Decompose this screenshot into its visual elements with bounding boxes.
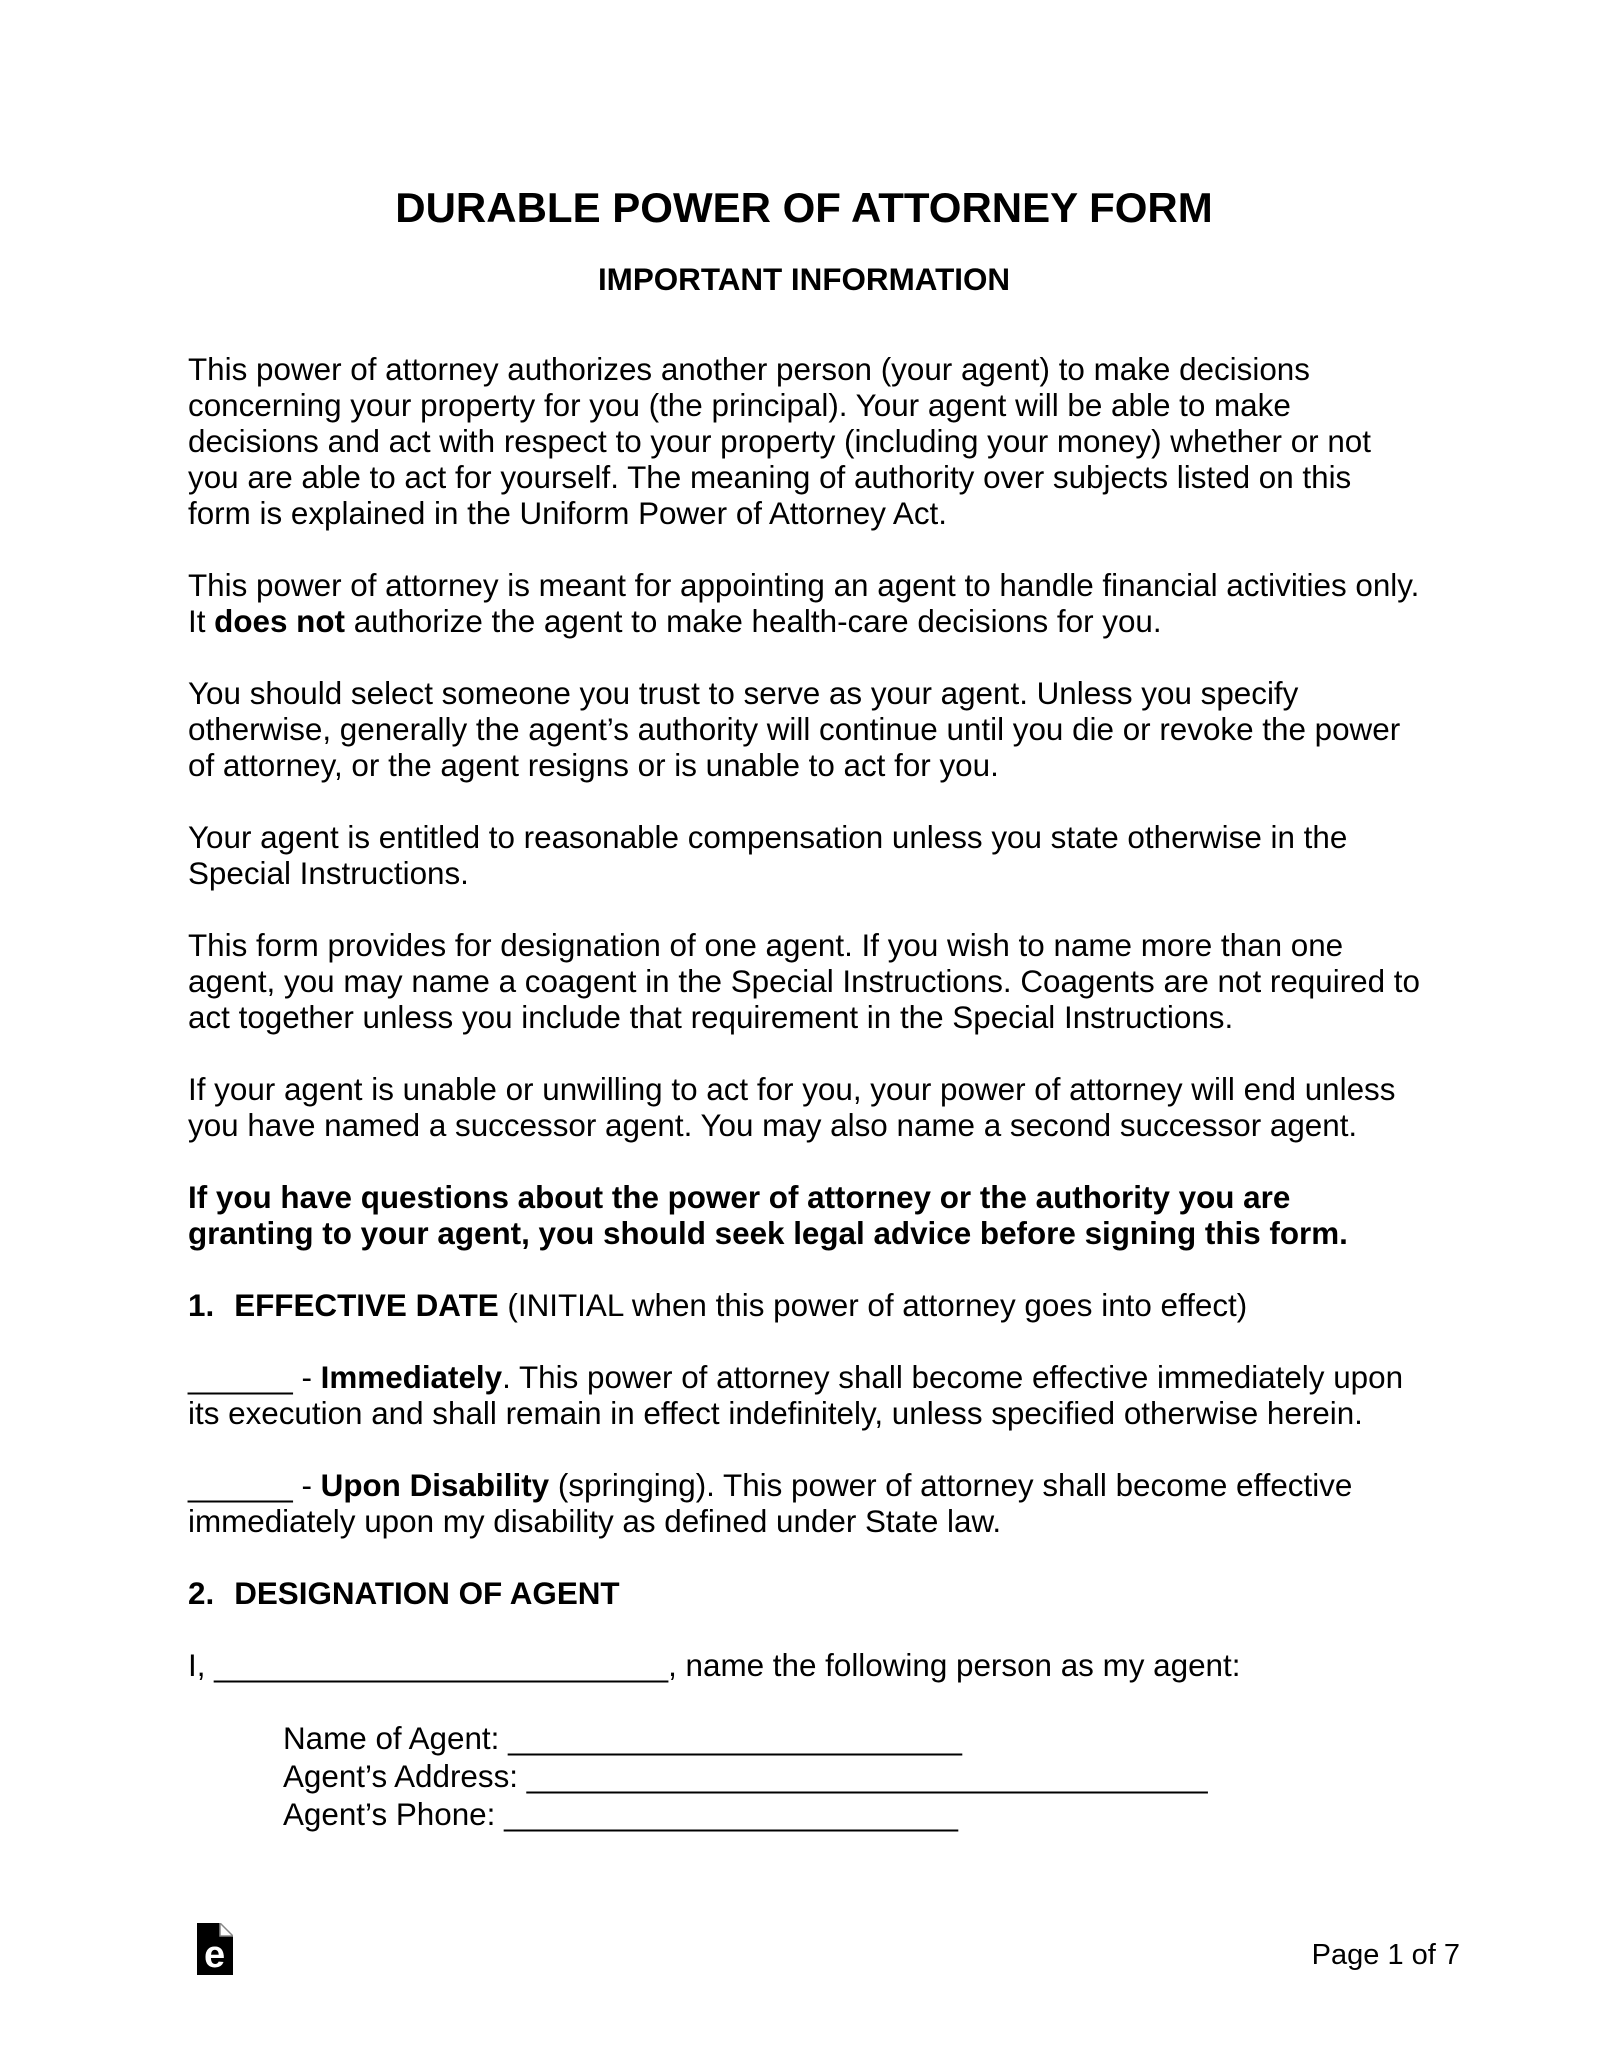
agent-address-row: [283, 1758, 1420, 1796]
option-upon-disability: [188, 1468, 1420, 1540]
paragraph-select-agent: You should select someone you trust to serve as your agent. Unless you specify otherwise, generally the agent’s authority will continue until you die or revoke the power of attorney, or the agent resigns or is unable to act for you.: [188, 676, 1401, 783]
agent-address-blank[interactable]: _______________________________________: [526, 1759, 1208, 1794]
paragraph-authorization: This power of attorney authorizes another person (your agent) to make decisions concerning your property for you (the principal). Your agent will be able to make decisions and act with respect to your property (including your money) whether or not you are able to act for yourself. The meaning of authority over subjects listed on this form is explained in the Uniform Power of Attorney Act.: [188, 352, 1371, 531]
agent-name-blank[interactable]: __________________________: [508, 1721, 963, 1756]
option-upon-disability-label: Upon Disability: [320, 1468, 550, 1503]
agent-fields-block: [188, 1720, 1420, 1834]
option-immediately-label: Immediately: [320, 1360, 503, 1395]
eforms-logo-letter: e: [204, 1934, 226, 1975]
initial-blank-disability[interactable]: ______ -: [188, 1468, 321, 1503]
section-2-heading: [188, 1576, 1420, 1612]
section-1-heading: [188, 1288, 1420, 1324]
eforms-logo-icon: [197, 1923, 233, 1975]
option-immediately-text: . This power of attorney shall become effective immediately upon its execution and shall remain in effect indefinitely, unless specified otherwise herein.: [188, 1360, 1404, 1431]
agent-phone-blank[interactable]: __________________________: [504, 1797, 958, 1832]
option-upon-disability-text: (springing). This power of attorney shall become effective immediately upon my disability as defined under State law.: [188, 1468, 1353, 1539]
section-2-number: 2.: [188, 1576, 215, 1611]
document-subtitle: IMPORTANT INFORMATION: [597, 262, 1011, 297]
paragraph-financial-only-emphasis: does not: [214, 604, 345, 639]
section-1-note: (INITIAL when this power of attorney goes into effect): [498, 1288, 1248, 1323]
paragraph-financial-only-post: authorize the agent to make health-care decisions for you.: [344, 604, 1162, 639]
principal-name-line-pre: I,: [188, 1648, 215, 1683]
paragraph-legal-advice-advisory: If you have questions about the power of attorney or the authority you are granting to your agent, you should seek legal advice before signing this form.: [188, 1180, 1348, 1251]
paragraph-financial-only: [188, 568, 1420, 640]
initial-blank-immediately[interactable]: ______ -: [188, 1360, 321, 1395]
paragraph-successor-agent: If your agent is unable or unwilling to act for you, your power of attorney will end unless you have named a successor agent. You may also name a second successor agent.: [188, 1072, 1396, 1143]
agent-phone-label: Agent’s Phone:: [283, 1797, 505, 1832]
principal-name-line-post: , name the following person as my agent:: [668, 1648, 1241, 1683]
principal-name-blank[interactable]: __________________________: [214, 1648, 669, 1683]
paragraph-financial-only-pre: This power of attorney is meant for appointing an agent to handle financial activities only. It: [188, 568, 1420, 639]
agent-name-label: Name of Agent:: [283, 1721, 509, 1756]
section-2-title: DESIGNATION OF AGENT: [234, 1576, 620, 1611]
agent-address-label: Agent’s Address:: [283, 1759, 527, 1794]
paragraph-compensation: Your agent is entitled to reasonable compensation unless you state otherwise in the Special Instructions.: [188, 820, 1348, 891]
agent-name-row: [283, 1720, 1420, 1758]
paragraph-coagents: This form provides for designation of one agent. If you wish to name more than one agent, you may name a coagent in the Special Instructions. Coagents are not required to act together unless you include that requirement in the Special Instructions.: [188, 928, 1420, 1035]
section-1-title: EFFECTIVE DATE: [234, 1288, 499, 1323]
option-immediately: [188, 1360, 1420, 1432]
section-1-number: 1.: [188, 1288, 215, 1323]
document-body: [188, 0, 1420, 1870]
page-number: Page 1 of 7: [1311, 1939, 1460, 1971]
agent-phone-row: [283, 1796, 1420, 1834]
document-title: DURABLE POWER OF ATTORNEY FORM: [395, 184, 1213, 231]
principal-name-line: [188, 1648, 1420, 1684]
